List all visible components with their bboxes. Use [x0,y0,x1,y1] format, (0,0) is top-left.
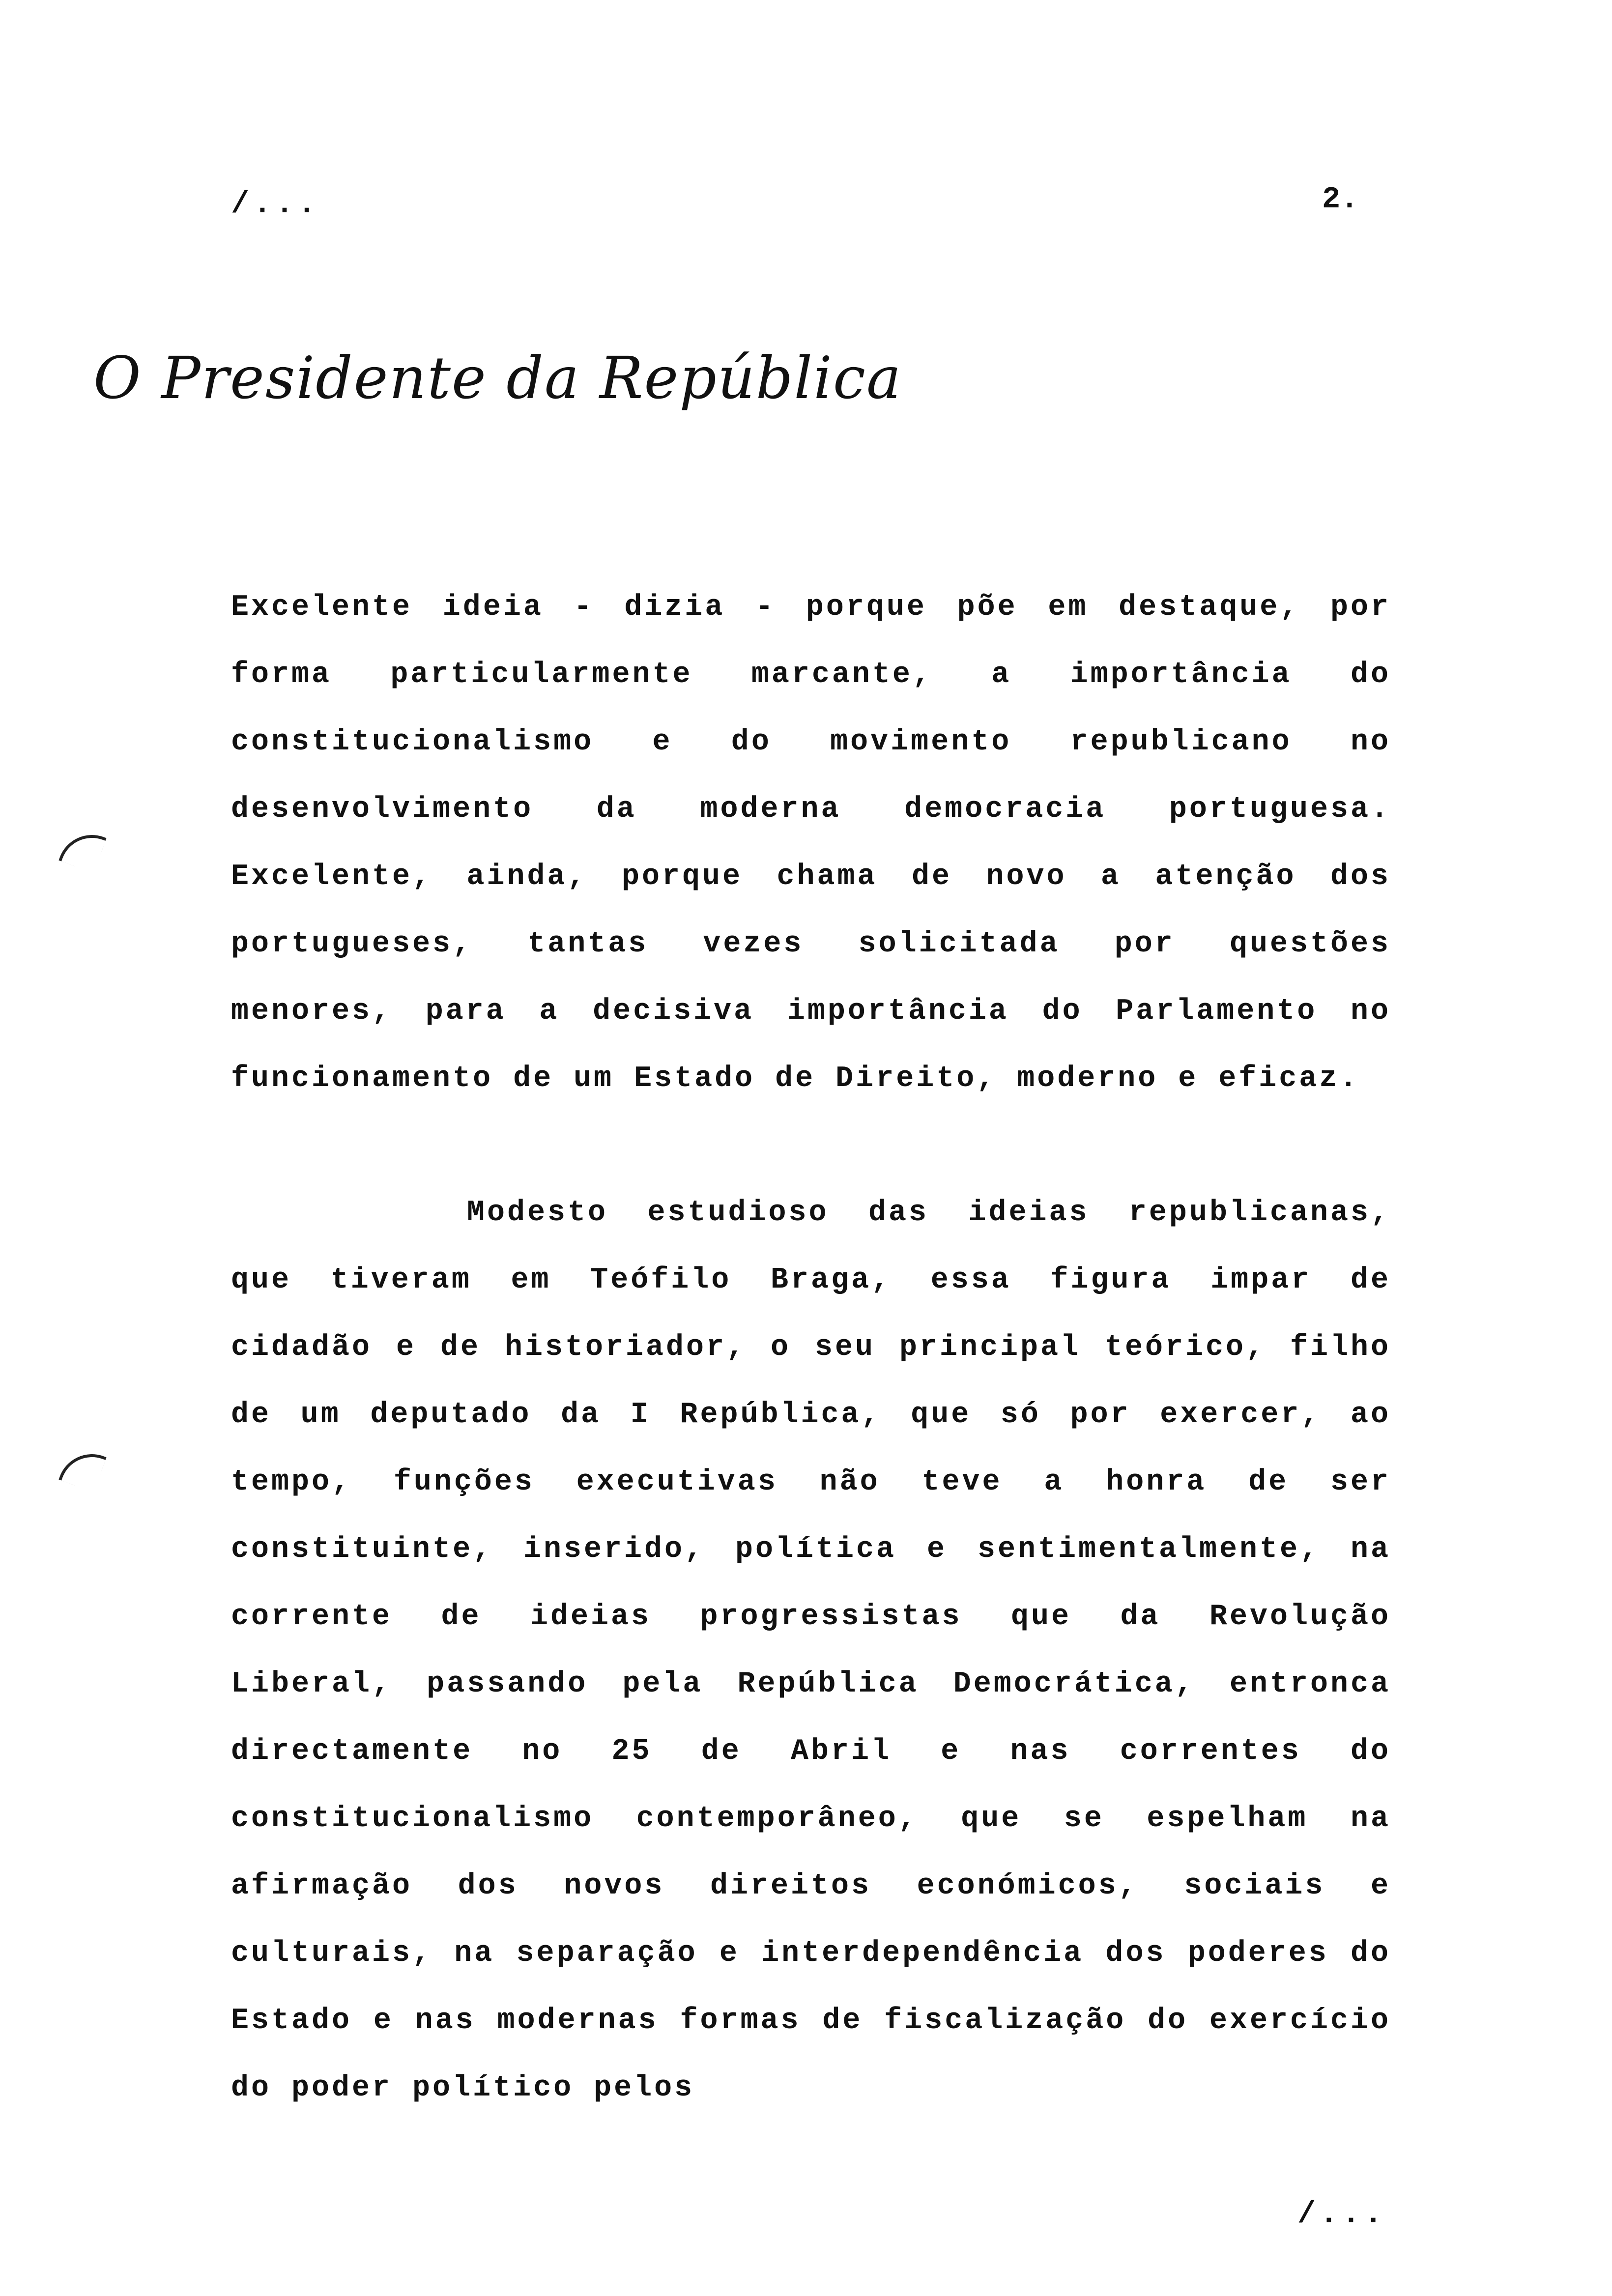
page-number: 2. [1322,182,1359,217]
body-paragraph-2: Modesto estudioso das ideias republicanas, que tiveram em Teófilo Braga, essa figura impar de cidadão e de historiador, o seu principal teórico, filho de um deputado da I República, que só por exercer, ao tempo, funções executivas não teve a honra de ser constituinte, inserido, política e sentimentalmente, na corrente de ideias progressistas que da Revolução Liberal, passando pela República Democrática, entronca directamente no 25 de Abril e nas correntes do constitucionalismo contemporâneo, que se espelham na afirmação dos novos direitos económicos, sociais e culturais, na separação e interdependência dos poderes do Estado e nas modernas formas de fiscalização do exercício do poder político pelos [231,1196,1391,2105]
body-paragraph-1: Excelente ideia - dizia - porque põe em destaque, por forma particularmente marcante, a importância do constitucionalismo e do movimento republicano no desenvolvimento da moderna democracia portuguesa. Excelente, ainda, porque chama de novo a atenção dos portugueses, tantas vezes solicitada por questões menores, para a decisiva importância do Parlamento no funcionamento de um Estado de Direito, moderno e eficaz. [231,591,1391,1095]
letterhead-title: O Presidente da República [93,344,902,412]
binder-hole-mark-icon [58,825,106,873]
continuation-mark-top: /... [231,187,320,222]
binder-hole-mark-icon [58,1444,106,1492]
continuation-mark-bottom: /... [1297,2197,1386,2232]
